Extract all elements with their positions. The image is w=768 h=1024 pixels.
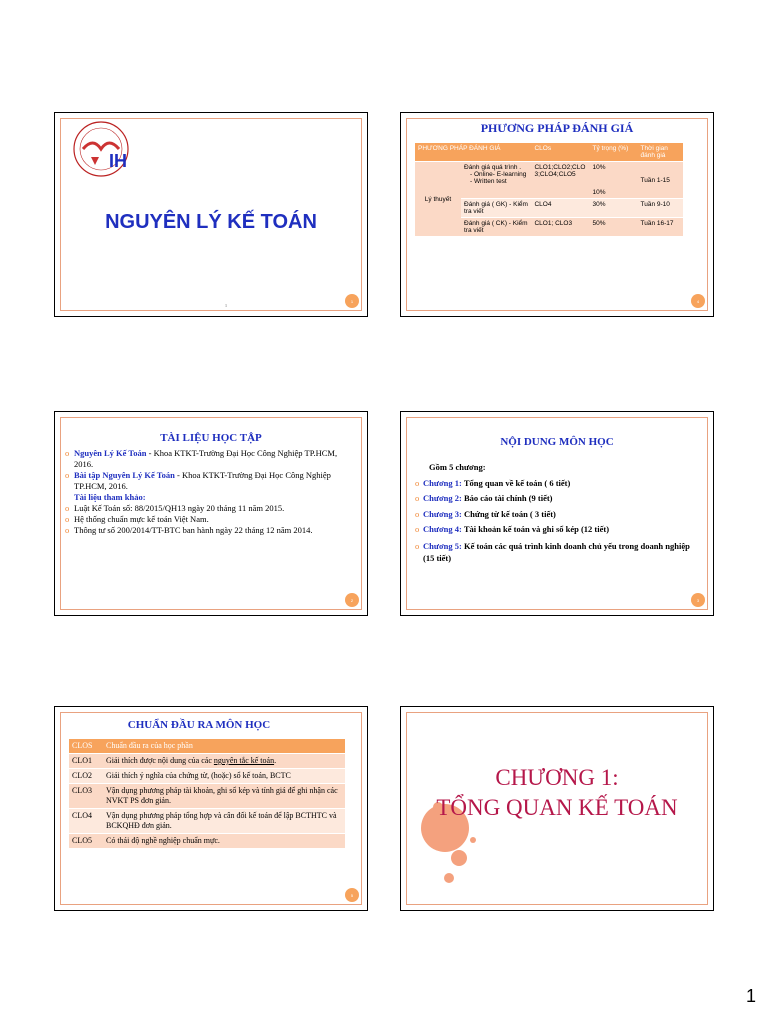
clo-code: CLO5: [69, 834, 103, 849]
header-code: CLOS: [69, 739, 103, 754]
bullet-icon: o: [65, 503, 70, 513]
category-cell: Lý thuyết: [415, 162, 461, 237]
header-description: Chuẩn đầu ra của học phần: [103, 739, 345, 754]
svg-text:IH: IH: [109, 151, 127, 171]
header-time: Thời gian đánh giá: [637, 143, 683, 162]
slide-1-title: [54, 112, 368, 317]
list-item: [65, 470, 353, 492]
weight-value: 10%: [592, 189, 606, 196]
bullet-icon: o: [415, 508, 420, 519]
list-item: [65, 525, 353, 536]
table-header-row: [69, 739, 345, 754]
header-method: PHƯƠNG PHÁP ĐÁNH GIÁ: [415, 143, 531, 162]
chapter-title-line-2: TỔNG QUAN KẾ TOÁN: [436, 795, 678, 820]
weight-cell: [589, 162, 637, 199]
list-item: [65, 514, 353, 525]
table-header-row: [415, 143, 683, 162]
chapter-intro: Gồm 5 chương:: [429, 462, 486, 472]
clo-description: Vận dụng phương pháp tài khoản, ghi sổ kép và tính giá để ghi nhận các NVKT PS đơn giản.: [103, 784, 345, 809]
time-cell: Tuần 1-15: [637, 162, 683, 199]
bullet-icon: o: [415, 477, 420, 488]
bullet-icon: o: [415, 524, 420, 534]
book-title: Bài tập Nguyên Lý Kế Toán: [74, 470, 175, 480]
reference-heading-row: [65, 492, 353, 503]
clo-description: Giải thích được nội dung của các nguyên tắc kế toán.: [103, 754, 345, 769]
reference-item: Thông tư số 200/2014/TT-BTC ban hành ngày 22 tháng 12 năm 2014.: [74, 525, 313, 535]
slide-6-chapter-title: [400, 706, 714, 911]
slide-5-outcomes: [54, 706, 368, 911]
slide-number-badge: 5: [345, 888, 359, 902]
bullet-icon: o: [65, 448, 70, 458]
materials-list: [65, 448, 353, 536]
clo-code: CLO1: [69, 754, 103, 769]
clo-code: CLO3: [69, 784, 103, 809]
book-detail: - Khoa KTKT-Trường Đại Học Công Nghiệp TP.HCM, 2016.: [74, 470, 331, 491]
slide-2-assessment: [400, 112, 714, 317]
list-item: - Online- E-learning: [470, 171, 527, 178]
slide-number-badge: 3: [691, 593, 705, 607]
reference-heading: Tài liệu tham khảo:: [74, 492, 146, 502]
slide-number-badge: 1: [345, 294, 359, 308]
bullet-icon: o: [65, 514, 70, 524]
header-clos: CLOs: [531, 143, 589, 162]
list-item: o Chương 5: Kế toán các quá trình kinh doanh chủ yếu trong doanh nghiệp (15 tiết): [415, 540, 690, 563]
course-title: NGUYÊN LÝ KẾ TOÁN: [105, 211, 317, 233]
slide-footnote: 1: [225, 303, 227, 308]
clo-description: Vận dụng phương pháp tổng hợp và cân đối kế toán để lập BCTHTC và BCKQHĐ đơn giản.: [103, 809, 345, 834]
list-item: - Written test: [470, 178, 507, 185]
university-logo-icon: [65, 119, 155, 179]
assessment-table: [415, 143, 683, 236]
time-cell: Tuần 16-17: [637, 218, 683, 237]
clos-cell: CLO1;CLO2;CLO3;CLO4;CLO5: [531, 162, 589, 199]
slide-title: PHƯƠNG PHÁP ĐÁNH GIÁ: [480, 121, 634, 135]
method-title: Đánh giá quá trình .: [464, 164, 522, 171]
slide-4-content: [400, 411, 714, 616]
weight-cell: 30%: [589, 199, 637, 218]
clos-cell: CLO4: [531, 199, 589, 218]
method-cell: Đánh giá ( GK) - Kiểm tra viết: [461, 199, 531, 218]
time-cell: Tuần 9-10: [637, 199, 683, 218]
book-title: Nguyên Lý Kế Toán: [74, 448, 147, 458]
list-item: [65, 503, 353, 514]
book-detail: - Khoa KTKT-Trường Đại Học Công Nghiệp TP.HCM, 2016.: [74, 448, 338, 469]
weight-value: 10%: [592, 164, 606, 171]
slide-title: NỘI DUNG MÔN HỌC: [500, 436, 614, 448]
outcomes-table: [69, 739, 345, 848]
slide-title: CHUẨN ĐẦU RA MÔN HỌC: [127, 719, 271, 731]
table-row: [415, 162, 683, 199]
list-item: o Chương 1: Tổng quan về kế toán ( 6 tiết): [415, 476, 699, 492]
reference-item: Luật Kế Toán số: 88/2015/QH13 ngày 20 tháng 11 năm 2015.: [74, 503, 285, 513]
slide-number-badge: 4: [691, 294, 705, 308]
list-item: o Chương 3: Chứng từ kế toán ( 3 tiết): [415, 507, 699, 523]
clo-code: CLO4: [69, 809, 103, 834]
method-list: [464, 171, 528, 185]
list-item: o Chương 2: Báo cáo tài chính (9 tiết): [415, 491, 699, 507]
table-row: [69, 754, 345, 769]
slide-3-materials: [54, 411, 368, 616]
header-weight: Tỷ trọng (%): [589, 143, 637, 162]
page-number: 1: [745, 986, 756, 1006]
table-row: [69, 809, 345, 834]
list-item: o Chương 4: Tài khoản kế toán và ghi sổ kép (12 tiết): [415, 522, 699, 538]
table-row: [69, 834, 345, 849]
weight-cell: 50%: [589, 218, 637, 237]
table-row: [69, 769, 345, 784]
slide-title: TÀI LIỆU HỌC TẬP: [160, 432, 262, 444]
chapter-title-line-1: CHƯƠNG 1:: [495, 765, 619, 790]
bullet-icon: o: [415, 540, 420, 551]
bullet-icon: o: [65, 525, 70, 535]
table-row: [69, 784, 345, 809]
bullet-icon: o: [415, 493, 420, 503]
bullet-icon: o: [65, 470, 70, 480]
clo-description: Có thái độ nghề nghiệp chuẩn mực.: [103, 834, 345, 849]
slide-number-badge: 2: [345, 593, 359, 607]
clo-description: Giải thích ý nghĩa của chứng từ, (hoặc) sổ kế toán, BCTC: [103, 769, 345, 784]
chapter-list: [415, 460, 699, 564]
method-cell: Đánh giá ( CK) - Kiểm tra viết: [461, 218, 531, 237]
reference-item: Hệ thống chuẩn mực kế toán Việt Nam.: [74, 514, 209, 524]
list-item: [65, 448, 353, 470]
method-cell: [461, 162, 531, 199]
clo-code: CLO2: [69, 769, 103, 784]
clos-cell: CLO1; CLO3: [531, 218, 589, 237]
